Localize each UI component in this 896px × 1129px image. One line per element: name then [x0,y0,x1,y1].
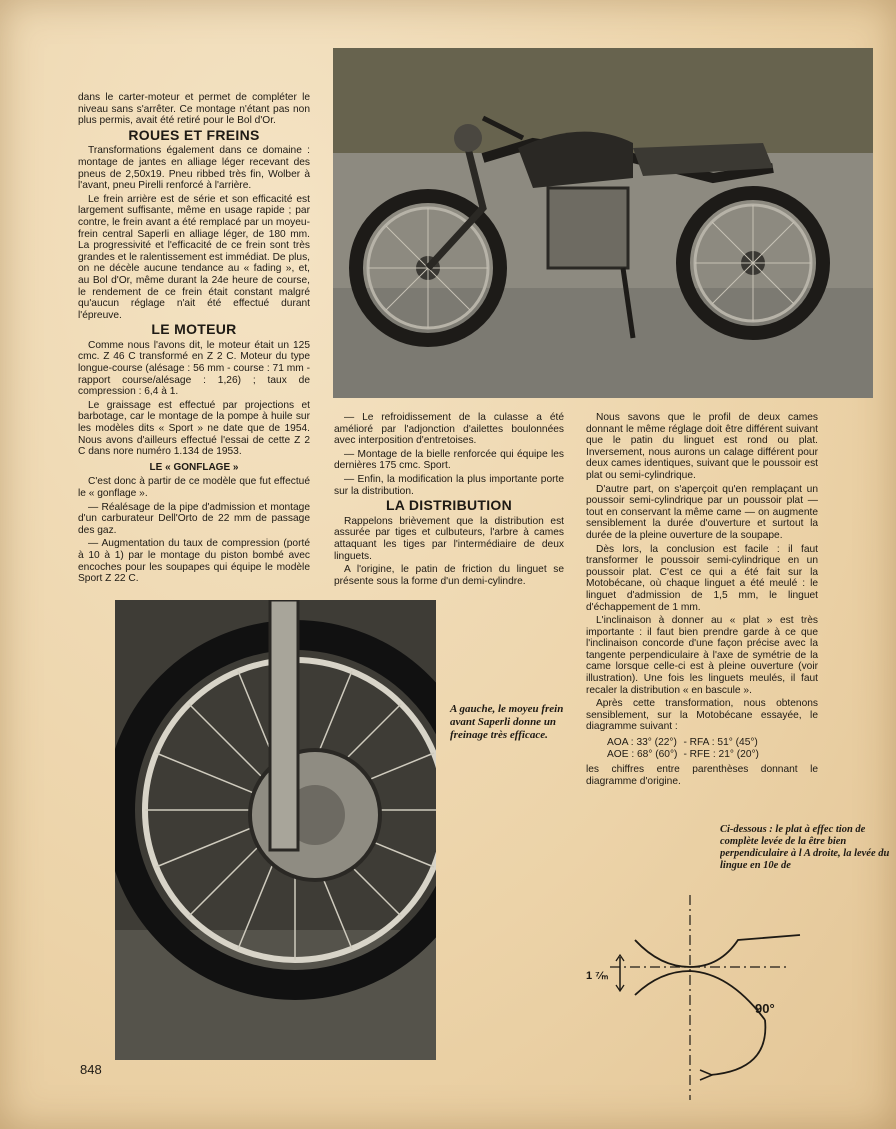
paragraph: — Enfin, la modification la plus importante porte sur la distribution. [334,473,564,497]
paragraph: Le graissage est effectué par projections et barbotage, car le montage de la pompe à huile sur les modèles dits « Sport » ne date que de 1954. Nous avons d'ailleurs effectué l'essai de cette Z 2 C dans nore numéro 1.134 de 1953. [78,399,310,458]
paragraph: — Montage de la bielle renforcée qui équipe les dernières 175 cmc. Sport. [334,448,564,472]
paragraph: les chiffres entre parenthèses donnant le diagramme d'origine. [586,764,818,787]
label-90-degrees: 90° [755,1001,775,1016]
caption-front-brake: A gauche, le moyeu frein avant Saperli donne un freinage très efficace. [450,703,564,741]
rfa-value: - RFA : 51° (45°) [683,737,758,749]
paragraph: — Réalésage de la pipe d'admission et montage d'un carburateur Dell'Orto de 22 mm de passage des gaz. [78,501,310,536]
paragraph: — Augmentation du taux de compression (porté à 10 à 1) par le montage du piston bombé avec encoches pour les soupapes qui équipe le modèle Sport Z 22 C. [78,538,310,585]
front-wheel-photo [115,600,436,1060]
rfe-value: - RFE : 21° (20°) [683,748,759,760]
paragraph: — Le refroidissement de la culasse a été amélioré par l'adjonction d'ailettes boulonnées avec interposition d'entretoises. [334,412,564,447]
caption-diagram: Ci-dessous : le plat à effec tion de complète levée de la être bien perpendiculaire à l A droite, la levée du lingue en 10e de [720,824,890,871]
motorcycle-photo [333,48,873,398]
page-number: 848 [80,1062,102,1077]
table-row [604,737,762,749]
paragraph: L'inclinaison à donner au « plat » est très importante : il faut bien prendre garde à ce que l'inclinaison concorde d'une façon précise avec la tangente perpendiculaire à l'axe de symétrie de la came lorsque celle-ci est à pleine ouverture (voir illustration). Une fois les linguets meulés, il faut recaler la distribution « en bascule ». [586,615,818,696]
motorcycle-illustration [333,48,873,398]
paragraph: D'autre part, on s'aperçoit qu'en remplaçant un poussoir semi-cylindrique par un poussoir plat — tout en conservant la même came — on augmente sensiblement la durée d'ouverture et surtout la durée de la pleine ouverture de la soupape. [586,483,818,541]
paragraph: Nous savons que le profil de deux cames donnant le même réglage doit être différent suivant que le patin du linguet est rond ou plat. Inversement, nous aurons un calage différent pour deux cames identiques, suivant que le poussoir est plat ou semi-cylindrique. [586,412,818,481]
heading-le-moteur: LE MOTEUR [151,321,237,338]
middle-column [334,412,564,589]
paragraph: C'est donc à partir de ce modèle que fut effectué le « gonflage ». [78,476,310,499]
paragraph: Dès lors, la conclusion est facile : il faut transformer le poussoir semi-cylindrique en un poussoir plat. C'est ce qui a été fait sur la Motobécane, où chaque linguet a été meulé : le linguet d'admission de 1,5 mm, le linguet d'échappement de 1 mm. [586,543,818,613]
heading-gonflage: LE « GONFLAGE » [149,461,239,473]
paragraph: A l'origine, le patin de friction du linguet se présente sous la forme d'un demi-cylindre. [334,564,564,587]
timing-diagram-table [604,737,762,760]
cam-diagram [580,895,810,1105]
intro-paragraph: dans le carter-moteur et permet de compléter le niveau sans s'arrêter. Ce montage n'étant pas non plus permis, avait été retiré pour le Bol d'Or. [78,92,310,127]
paragraph: Comme nous l'avons dit, le moteur était un 125 cmc. Z 46 C transformé en Z 2 C. Moteur du type longue-course (alésage : 56 mm - course : 71 mm - rapport course/alésage : 1,26) ; taux de compression : 6,4 à 1. [78,339,310,398]
left-column [78,92,310,587]
front-wheel-illustration [115,600,436,1060]
paragraph: Après cette transformation, nous obtenons sensiblement, sur la Motobécane essayée, le diagramme suivant : [586,698,818,733]
label-1mm: 1 ⁷⁄ₘ [586,970,609,982]
aoe-value: AOE : 68° (60°) [607,748,678,760]
heading-roues-et-freins: ROUES ET FREINS [128,126,260,143]
right-column [586,412,818,789]
table-row [604,749,762,761]
paragraph: Rappelons brièvement que la distribution est assurée par tiges et culbuteurs, l'arbre à cames attaquant les tiges par l'intermédiaire de deux linguets. [334,515,564,562]
heading-la-distribution: LA DISTRIBUTION [385,497,513,514]
paragraph: Transformations également dans ce domaine : montage de jantes en alliage léger recevant des pneus de 2,50x19. Pneu ribbed très fin, Wolber à l'avant, pneu Pirelli renforcé à l'arrière. [78,145,310,192]
aoa-value: AOA : 33° (22°) [607,737,677,749]
paragraph: Le frein arrière est de série et son efficacité est largement suffisante, même en usage rapide ; par contre, le frein avant a été remplacé par un moyeu-frein central Saperli en alliage léger, de 180 mm. La progressivité et l'efficacité de ce frein sont très grandes et le ralentissement est immédiat. De plus, on ne décèle aucune tendance au « fading », et, au Bol d'Or, même durant la 24e heure de course, le rendement de ce frein était constant malgré qu'aucun réglage n'ait été effectué durant l'épreuve. [78,193,310,321]
